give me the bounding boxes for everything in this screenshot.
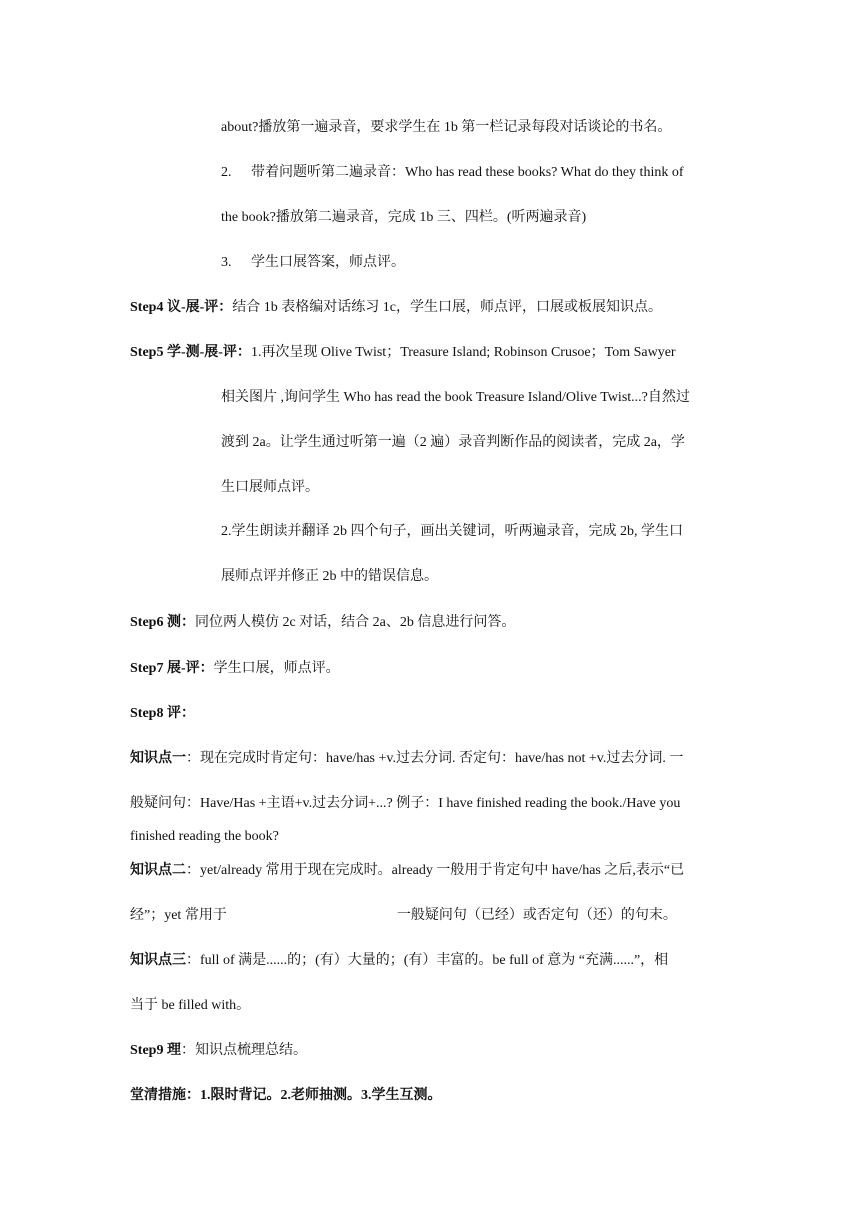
step5-line [130, 343, 676, 363]
k2-label: 知识点二 [130, 863, 186, 878]
k2-line2-start: 经”；yet 常用于 [130, 908, 227, 923]
text-line: 2.学生朗读并翻译 2b 四个句子，画出关键词，听两遍录音，完成 2b, 学生口 [221, 524, 683, 539]
knowledge-point-2 [130, 861, 684, 881]
step5-label: Step5 学-测-展-评： [130, 345, 251, 360]
k3-text: ：full of 满是......的；(有）大量的；(有）丰富的。be full of 意为 “充满......”，相 [186, 953, 669, 968]
text-line: 相关图片 ,询问学生 Who has read the book Treasure Island/Olive Twist...?自然过 [221, 390, 690, 405]
step7-text: 学生口展，师点评。 [213, 661, 340, 676]
k3-label: 知识点三 [130, 953, 186, 968]
list-number: 3. [221, 255, 232, 270]
k1-label: 知识点一 [130, 751, 186, 766]
step4-label: Step4 议-展-评： [130, 300, 233, 315]
step6-label: Step6 测： [130, 615, 195, 630]
step4-line [130, 298, 662, 318]
step9-label: Step9 理 [130, 1043, 181, 1058]
step7-line [130, 659, 340, 679]
step5-text: 1.再次呈现 Olive Twist；Treasure Island; Robinson Crusoe；Tom Sawyer [250, 345, 676, 360]
classroom-measures: 堂清措施：1.限时背记。2.老师抽测。3.学生互测。 [130, 1088, 442, 1103]
text-line: about?播放第一遍录音，要求学生在 1b 第一栏记录每段对话谈论的书名。 [221, 120, 672, 135]
k2-line2-end: 一般疑问句（已经）或否定句（还）的句末。 [396, 908, 677, 923]
text-line: 渡到 2a。让学生通过听第一遍（2 遍）录音判断作品的阅读者，完成 2a，学 [221, 435, 685, 450]
knowledge-point-1 [130, 749, 683, 769]
step9-line [130, 1041, 307, 1061]
text-line: the book?播放第二遍录音，完成 1b 三、四栏。(听两遍录音) [221, 210, 587, 225]
list-text: 学生口展答案，师点评。 [251, 255, 405, 270]
text-line: 展师点评并修正 2b 中的错误信息。 [221, 569, 438, 584]
list-item-2 [221, 163, 684, 183]
knowledge-point-3 [130, 951, 668, 971]
list-text: 带着问题听第二遍录音：Who has read these books? What do they think of [251, 165, 684, 180]
step7-label: Step7 展-评： [130, 661, 214, 676]
step4-text: 结合 1b 表格编对话练习 1c，学生口展，师点评，口展或板展知识点。 [232, 300, 662, 315]
text-line: finished reading the book? [130, 829, 279, 844]
k2-text: ：yet/already 常用于现在完成时。already 一般用于肯定句中 have/has 之后,表示“已 [186, 863, 685, 878]
step6-line [130, 613, 515, 633]
text-line: 当于 be filled with。 [130, 998, 251, 1013]
text-line [130, 906, 677, 926]
step9-text: ：知识点梳理总结。 [180, 1043, 307, 1058]
k1-text: ：现在完成时肯定句：have/has +v.过去分词. 否定句：have/has not +v.过去分词. 一 [186, 751, 684, 766]
step8-label: Step8 评： [130, 706, 195, 721]
list-item-3 [221, 253, 405, 273]
list-number: 2. [221, 165, 232, 180]
step6-text: 同位两人模仿 2c 对话，结合 2a、2b 信息进行问答。 [194, 615, 516, 630]
text-line: 般疑问句：Have/Has +主语+v.过去分词+...? 例子：I have finished reading the book./Have you [130, 796, 681, 811]
text-line: 生口展师点评。 [221, 480, 319, 495]
